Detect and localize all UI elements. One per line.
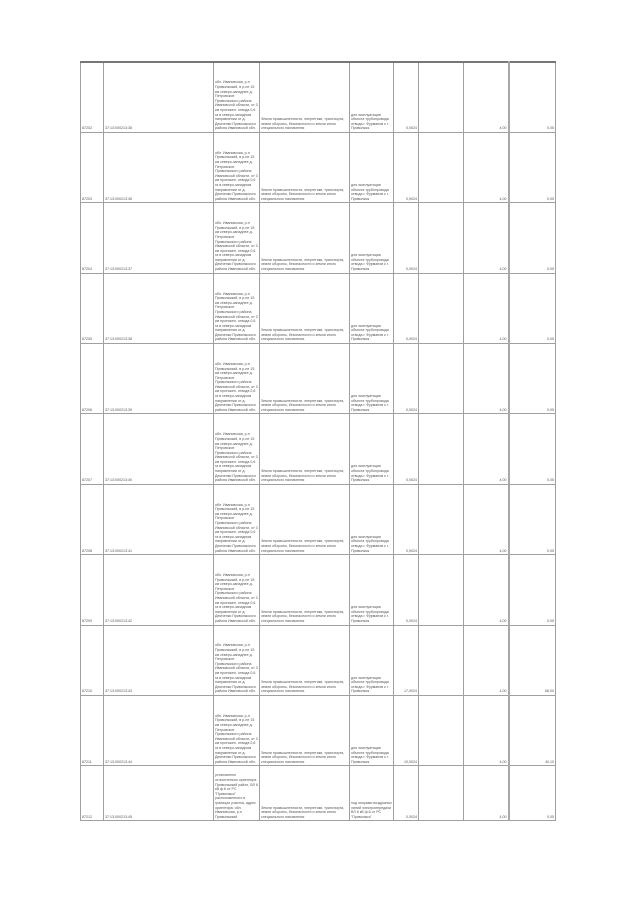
permitted-use: под опорами воздушных линий электропередачи ВЛ 6 кВ ф.6 от РС "Приволжск" bbox=[350, 766, 394, 821]
empty-cell bbox=[419, 696, 464, 766]
address: обл. Ивановская, р-н Приволжский, в р-не 15 км северо-западнее д. Петровское Приволжского района Ивановской области, от 3 км протяжен. отвода 0,6 га в северо-западном направлении от д. Демченки Приволжского района Ивановской обл. bbox=[214, 344, 260, 414]
row-id: 87204 bbox=[81, 203, 104, 273]
address: обл. Ивановская, р-н Приволжский, в р-не 15 км северо-западнее д. Петровское Приволжского района Ивановской области, от 3 км протяжен. отвода 0,6 га в северо-западном направлении от д. Демченки Приволжского района Ивановской обл. bbox=[214, 203, 260, 273]
row-id: 87203 bbox=[81, 132, 104, 202]
address: обл. Ивановская, р-н Приволжский, в р-не 15 км северо-западнее д. Петровское Приволжского района Ивановской области, от 3 км протяжен. отвода 0,6 га в северо-западном направлении от д. Демченки Приволжского района Ивановской обл. bbox=[214, 484, 260, 554]
cadastral-number: 37:13:000213:37 bbox=[104, 203, 214, 273]
land-category: Земли промышленности, энергетики, транспорта, земли обороны, безопасности и земли иного специального назначения bbox=[260, 62, 350, 132]
cadastral-number: 37:13:000213:42 bbox=[104, 555, 214, 625]
table-row bbox=[81, 625, 556, 695]
value: 0,05 bbox=[509, 766, 556, 821]
area: 0,0024 bbox=[394, 132, 419, 202]
permitted-use: для эксплуатации объекта трубопровода отвода г. Фурманов к г. Приволжск bbox=[350, 555, 394, 625]
area: 17,0024 bbox=[394, 625, 419, 695]
land-plots-table bbox=[80, 61, 556, 821]
land-category: Земли промышленности, энергетики, транспорта, земли обороны, безопасности и земли иного специального назначения bbox=[260, 273, 350, 343]
value: 0,05 bbox=[509, 132, 556, 202]
table-row bbox=[81, 132, 556, 202]
empty-cell bbox=[419, 484, 464, 554]
cadastral-number: 37:13:000213:39 bbox=[104, 344, 214, 414]
cadastral-number: 37:13:000213:41 bbox=[104, 484, 214, 554]
empty-cell bbox=[419, 344, 464, 414]
permitted-use: для эксплуатации объекта трубопровода отвода г. Фурманов к г. Приволжск bbox=[350, 696, 394, 766]
value: 0,05 bbox=[509, 273, 556, 343]
row-id: 87210 bbox=[81, 625, 104, 695]
empty-cell bbox=[419, 766, 464, 821]
rate: 4,00 bbox=[464, 132, 509, 202]
empty-cell bbox=[419, 273, 464, 343]
address: обл. Ивановская, р-н Приволжский, в р-не 15 км северо-западнее д. Петровское Приволжского района Ивановской области, от 3 км протяжен. отвода 0,6 га в северо-западном направлении от д. Демченки Приволжского района Ивановской обл. bbox=[214, 555, 260, 625]
land-category: Земли промышленности, энергетики, транспорта, земли обороны, безопасности и земли иного специального назначения bbox=[260, 696, 350, 766]
cadastral-number: 37:13:000213:38 bbox=[104, 273, 214, 343]
area: 0,0024 bbox=[394, 766, 419, 821]
land-category: Земли промышленности, энергетики, транспорта, земли обороны, безопасности и земли иного специального назначения bbox=[260, 414, 350, 484]
address: обл. Ивановская, р-н Приволжский, в р-не 15 км северо-западнее д. Петровское Приволжского района Ивановской области, от 3 км протяжен. отвода 0,6 га в северо-западном направлении от д. Демченки Приволжского района Ивановской обл. bbox=[214, 273, 260, 343]
rate: 4,00 bbox=[464, 203, 509, 273]
permitted-use: для эксплуатации объекта трубопровода отвода г. Фурманов к г. Приволжск bbox=[350, 62, 394, 132]
cadastral-number: 37:13:000213:43 bbox=[104, 625, 214, 695]
land-category: Земли промышленности, энергетики, транспорта, земли обороны, безопасности и земли иного специального назначения bbox=[260, 484, 350, 554]
row-id: 87202 bbox=[81, 62, 104, 132]
rate: 4,00 bbox=[464, 62, 509, 132]
cadastral-number: 37:13:000213:45 bbox=[104, 766, 214, 821]
address: обл. Ивановская, р-н Приволжский, в р-не 15 км северо-западнее д. Петровское Приволжского района Ивановской области, от 3 км протяжен. отвода 0,6 га в северо-западном направлении от д. Демченки Приволжского района Ивановской обл. bbox=[214, 62, 260, 132]
address: обл. Ивановская, р-н Приволжский, в р-не 15 км северо-западнее д. Петровское Приволжского района Ивановской области, от 3 км протяжен. отвода 0,6 га в северо-западном направлении от д. Демченки Приволжского района Ивановской обл. bbox=[214, 696, 260, 766]
value: 0,05 bbox=[509, 344, 556, 414]
empty-cell bbox=[419, 203, 464, 273]
rate: 4,00 bbox=[464, 484, 509, 554]
value: 0,05 bbox=[509, 414, 556, 484]
permitted-use: для эксплуатации объекта трубопровода отвода г. Фурманов к г. Приволжск bbox=[350, 484, 394, 554]
row-id: 87207 bbox=[81, 414, 104, 484]
row-id: 87206 bbox=[81, 344, 104, 414]
area: 0,0024 bbox=[394, 203, 419, 273]
table-row bbox=[81, 344, 556, 414]
rate: 4,00 bbox=[464, 696, 509, 766]
table-row bbox=[81, 484, 556, 554]
cadastral-number: 37:13:000213:40 bbox=[104, 414, 214, 484]
land-category: Земли промышленности, энергетики, транспорта, земли обороны, безопасности и земли иного специального назначения bbox=[260, 203, 350, 273]
area: 0,0024 bbox=[394, 484, 419, 554]
value: 0,05 bbox=[509, 555, 556, 625]
permitted-use: для эксплуатации объекта трубопровода отвода г. Фурманов к г. Приволжск bbox=[350, 273, 394, 343]
land-category: Земли промышленности, энергетики, транспорта, земли обороны, безопасности и земли иного специального назначения bbox=[260, 555, 350, 625]
address: обл. Ивановская, р-н Приволжский, в р-не 15 км северо-западнее д. Петровское Приволжского района Ивановской области, от 3 км протяжен. отвода 0,6 га в северо-западном направлении от д. Демченки Приволжского района Ивановской обл. bbox=[214, 414, 260, 484]
land-category: Земли промышленности, энергетики, транспорта, земли обороны, безопасности и земли иного специального назначения bbox=[260, 132, 350, 202]
land-category: Земли промышленности, энергетики, транспорта, земли обороны, безопасности и земли иного специального назначения bbox=[260, 766, 350, 821]
address: обл. Ивановская, р-н Приволжский, в р-не 15 км северо-западнее д. Петровское Приволжского района Ивановской области, от 3 км протяжен. отвода 0,6 га в северо-западном направлении от д. Демченки Приволжского района Ивановской обл. bbox=[214, 132, 260, 202]
area: 0,0024 bbox=[394, 344, 419, 414]
cadastral-number: 37:13:000213:38 bbox=[104, 62, 214, 132]
area: 0,0024 bbox=[394, 273, 419, 343]
cadastral-number: 37:13:000213:44 bbox=[104, 696, 214, 766]
rate: 4,00 bbox=[464, 766, 509, 821]
address: установлено относительно ориентира Приволжский район, ВЛ 6 кВ ф.6 от РС "Приволжск" расположенного в границах участка, адрес ориентира: обл. Ивановская, р-н Приволжский bbox=[214, 766, 260, 821]
rate: 4,00 bbox=[464, 273, 509, 343]
row-id: 87205 bbox=[81, 273, 104, 343]
empty-cell bbox=[419, 555, 464, 625]
permitted-use: для эксплуатации объекта трубопровода отвода г. Фурманов к г. Приволжск bbox=[350, 203, 394, 273]
land-category: Земли промышленности, энергетики, транспорта, земли обороны, безопасности и земли иного специального назначения bbox=[260, 625, 350, 695]
row-id: 87208 bbox=[81, 484, 104, 554]
permitted-use: для эксплуатации объекта трубопровода отвода г. Фурманов к г. Приволжск bbox=[350, 414, 394, 484]
rate: 4,00 bbox=[464, 344, 509, 414]
permitted-use: для эксплуатации объекта трубопровода отвода г. Фурманов к г. Приволжск bbox=[350, 625, 394, 695]
table-row bbox=[81, 555, 556, 625]
address: обл. Ивановская, р-н Приволжский, в р-не 15 км северо-западнее д. Петровское Приволжского района Ивановской области, от 3 км протяжен. отвода 0,6 га в северо-западном направлении от д. Демченки Приволжского района Ивановской обл. bbox=[214, 625, 260, 695]
permitted-use: для эксплуатации объекта трубопровода отвода г. Фурманов к г. Приволжск bbox=[350, 132, 394, 202]
value: 68,00 bbox=[509, 625, 556, 695]
rate: 4,00 bbox=[464, 414, 509, 484]
value: 40,10 bbox=[509, 696, 556, 766]
area: 10,0024 bbox=[394, 696, 419, 766]
table-row bbox=[81, 766, 556, 821]
rate: 4,00 bbox=[464, 625, 509, 695]
cadastral-number: 37:13:000213:36 bbox=[104, 132, 214, 202]
area: 0,0024 bbox=[394, 414, 419, 484]
land-category: Земли промышленности, энергетики, транспорта, земли обороны, безопасности и земли иного специального назначения bbox=[260, 344, 350, 414]
table-row bbox=[81, 414, 556, 484]
table-row bbox=[81, 62, 556, 132]
empty-cell bbox=[419, 414, 464, 484]
permitted-use: для эксплуатации объекта трубопровода отвода г. Фурманов к г. Приволжск bbox=[350, 344, 394, 414]
value: 0,05 bbox=[509, 203, 556, 273]
value: 0,05 bbox=[509, 62, 556, 132]
row-id: 87209 bbox=[81, 555, 104, 625]
value: 0,05 bbox=[509, 484, 556, 554]
table-row bbox=[81, 203, 556, 273]
table-row bbox=[81, 273, 556, 343]
table-row bbox=[81, 696, 556, 766]
area: 0,0024 bbox=[394, 555, 419, 625]
row-id: 87211 bbox=[81, 696, 104, 766]
empty-cell bbox=[419, 625, 464, 695]
rate: 4,00 bbox=[464, 555, 509, 625]
empty-cell bbox=[419, 62, 464, 132]
area: 0,0024 bbox=[394, 62, 419, 132]
empty-cell bbox=[419, 132, 464, 202]
row-id: 87212 bbox=[81, 766, 104, 821]
